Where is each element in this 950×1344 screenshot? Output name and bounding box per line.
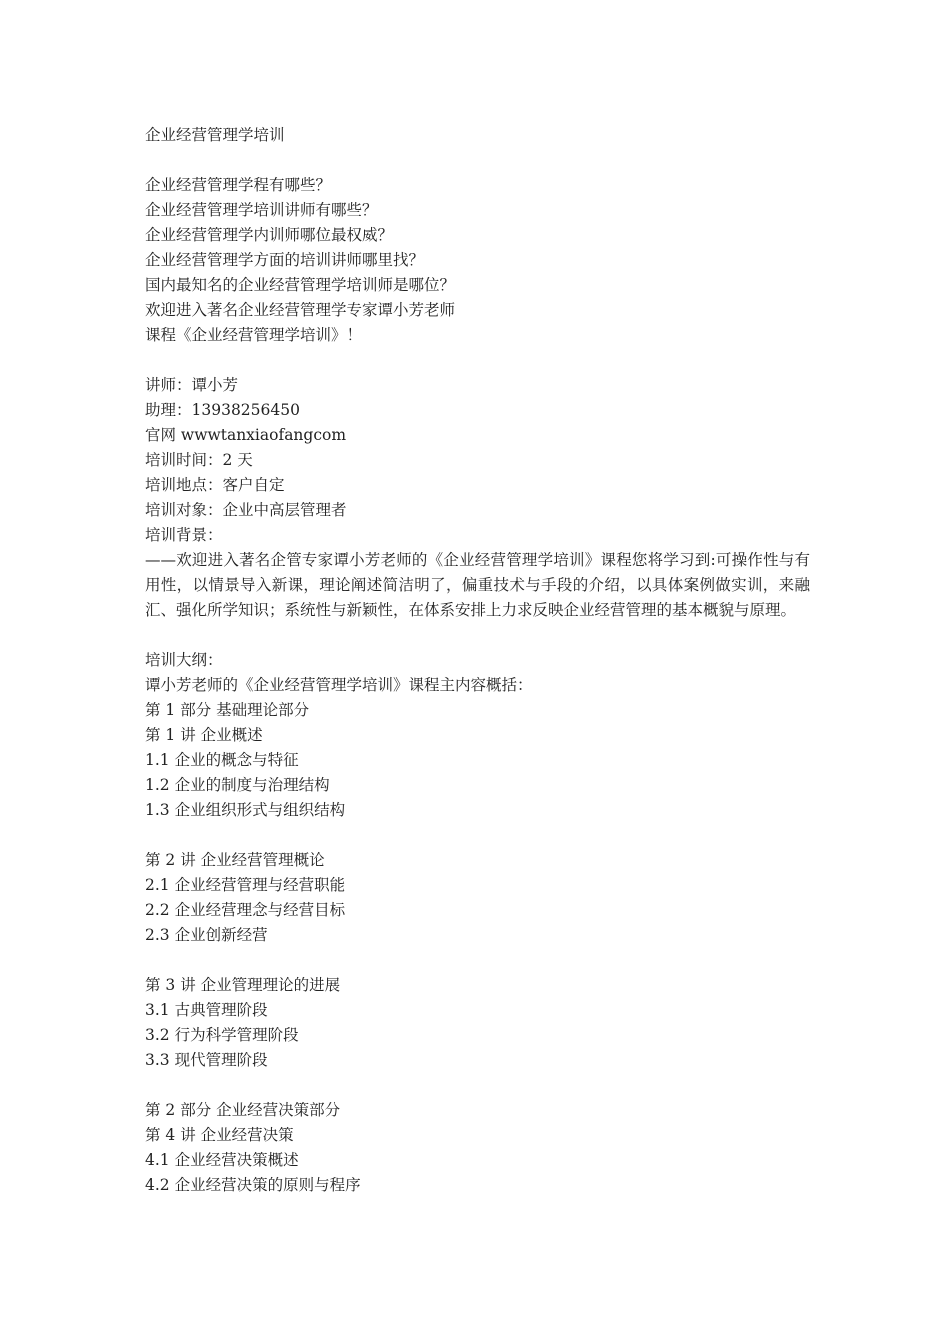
website-line: 官网 wwwtanxiaofangcom [145, 426, 347, 444]
question-line: 企业经营管理学方面的培训讲师哪里找？ [145, 251, 425, 269]
audience-line: 培训对象：企业中高层管理者 [145, 501, 347, 519]
spacer [145, 148, 810, 173]
lecture-heading: 第 1 讲 企业概述 [145, 726, 263, 744]
duration-line: 培训时间：2 天 [145, 451, 253, 469]
welcome-line: 欢迎进入著名企业经营管理学专家谭小芳老师 [145, 301, 456, 319]
spacer [145, 948, 810, 973]
lecture-heading: 第 2 讲 企业经营管理概论 [145, 851, 325, 869]
outline-item: 3.1 古典管理阶段 [145, 1001, 268, 1019]
assistant-line: 助理：13938256450 [145, 401, 300, 419]
background-paragraph: ——欢迎进入著名企管专家谭小芳老师的《企业经营管理学培训》课程您将学习到:可操作性与有用性，以情景导入新课，理论阐述简洁明了，偏重技术与手段的介绍，以具体案例做实训，来融汇、强化所学知识；系统性与新颖性，在体系安排上力求反映企业经营管理的基本概貌与原理。 [145, 551, 810, 619]
outline-item: 2.1 企业经营管理与经营职能 [145, 876, 346, 894]
spacer [145, 1073, 810, 1098]
lecture-heading: 第 4 讲 企业经营决策 [145, 1126, 294, 1144]
outline-item: 2.2 企业经营理念与经营目标 [145, 901, 346, 919]
spacer [145, 348, 810, 373]
doc-title: 企业经营管理学培训 [145, 126, 285, 144]
question-line: 国内最知名的企业经营管理学培训师是哪位？ [145, 276, 456, 294]
lecture-heading: 第 3 讲 企业管理理论的进展 [145, 976, 341, 994]
outline-item: 3.2 行为科学管理阶段 [145, 1026, 299, 1044]
background-label: 培训背景： [145, 526, 223, 544]
location-line: 培训地点：客户自定 [145, 476, 285, 494]
outline-intro: 谭小芳老师的《企业经营管理学培训》课程主内容概括： [145, 676, 533, 694]
part-heading: 第 1 部分 基础理论部分 [145, 701, 310, 719]
outline-label: 培训大纲： [145, 651, 223, 669]
document-page [145, 123, 810, 1198]
lecturer-line: 讲师：谭小芳 [145, 376, 239, 394]
outline-item: 4.2 企业经营决策的原则与程序 [145, 1176, 361, 1194]
outline-item: 1.3 企业组织形式与组织结构 [145, 801, 346, 819]
spacer [145, 823, 810, 848]
outline-item: 3.3 现代管理阶段 [145, 1051, 268, 1069]
outline-item: 1.2 企业的制度与治理结构 [145, 776, 330, 794]
part-heading: 第 2 部分 企业经营决策部分 [145, 1101, 341, 1119]
outline-item: 4.1 企业经营决策概述 [145, 1151, 299, 1169]
outline-item: 2.3 企业创新经营 [145, 926, 268, 944]
outline-item: 1.1 企业的概念与特征 [145, 751, 299, 769]
course-name-line: 课程《企业经营管理学培训》！ [145, 326, 363, 344]
spacer [145, 623, 810, 648]
question-line: 企业经营管理学培训讲师有哪些？ [145, 201, 378, 219]
question-line: 企业经营管理学内训师哪位最权威？ [145, 226, 394, 244]
question-line: 企业经营管理学程有哪些？ [145, 176, 332, 194]
